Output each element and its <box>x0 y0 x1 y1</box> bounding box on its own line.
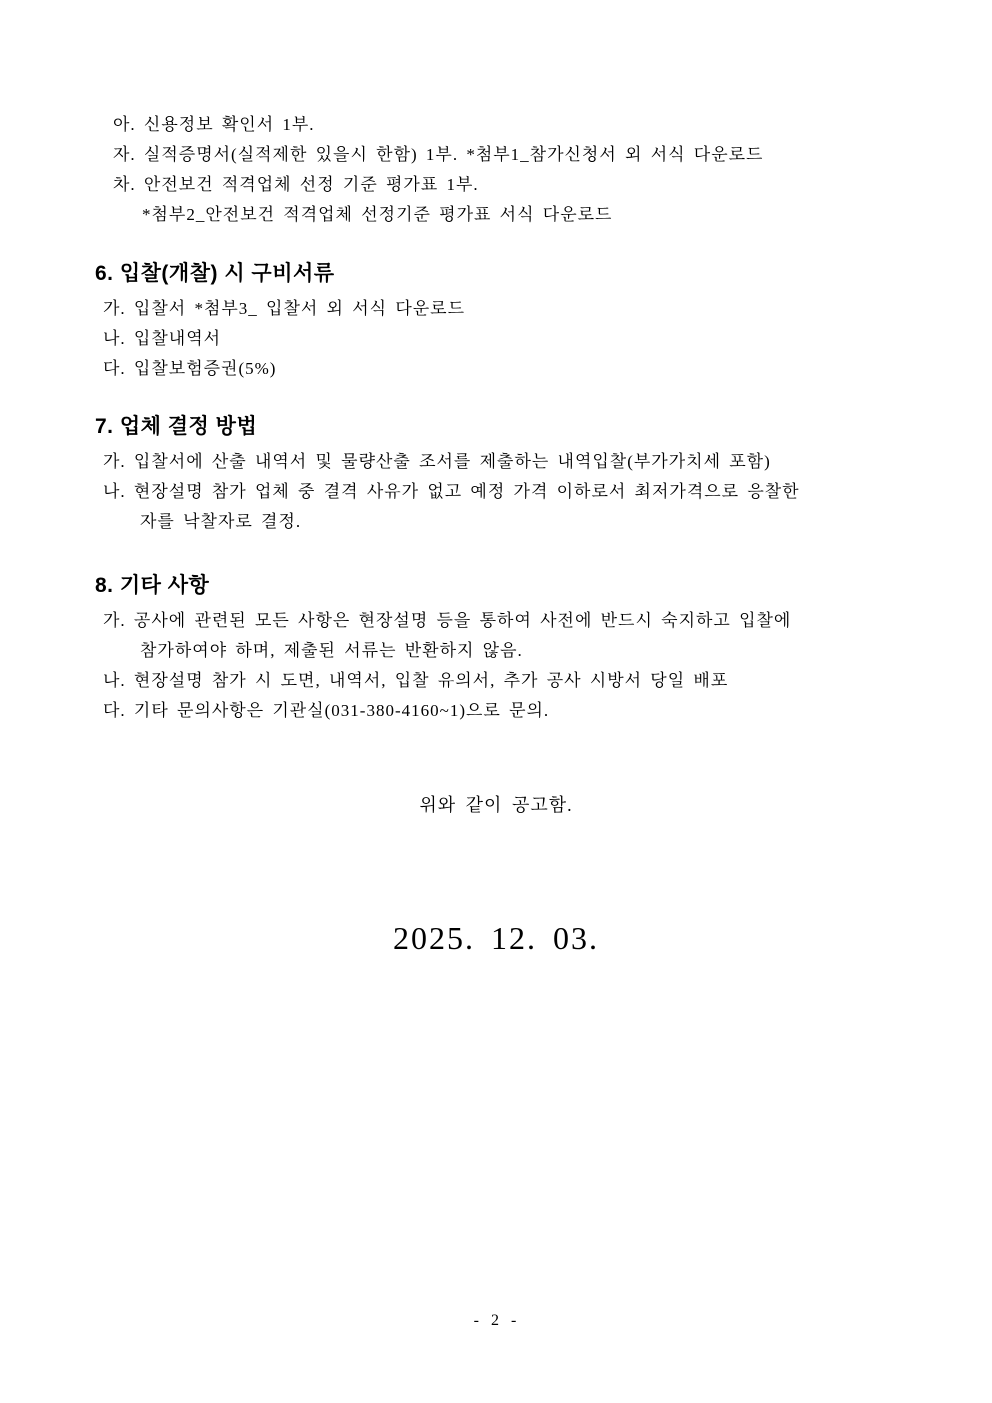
list-item-itemized-bid: 가. 입찰서에 산출 내역서 및 물량산출 조서를 제출하는 내역입찰(부가가치세 포함) <box>103 452 771 471</box>
closing-statement: 위와 같이 공고함. <box>419 795 573 815</box>
section-8-other-matters <box>95 570 791 726</box>
section-8-title: 8. 기타 사항 <box>95 574 210 597</box>
section-7-selection-method <box>95 411 800 537</box>
section-6-items <box>95 294 465 384</box>
continued-document-list <box>113 110 763 230</box>
attachment2-note: *첨부2_안전보건 적격업체 선정기준 평가표 서식 다운로드 <box>142 205 613 224</box>
list-item-site-briefing-line1: 가. 공사에 관련된 모든 사항은 현장설명 등을 통하여 사전에 반드시 숙지하고 입찰에 <box>103 611 792 630</box>
section-6-bid-documents <box>95 258 465 384</box>
list-item-contact: 다. 기타 문의사항은 기관실(031-380-4160~1)으로 문의. <box>103 701 550 720</box>
page-number: - 2 - <box>473 1312 519 1329</box>
list-item-bid-form: 가. 입찰서 *첨부3_ 입찰서 외 서식 다운로드 <box>103 299 466 318</box>
list-item-safety-eval-table: 차. 안전보건 적격업체 선정 기준 평가표 1부. <box>113 175 479 194</box>
list-item-credit-report: 아. 신용정보 확인서 1부. <box>113 115 315 134</box>
list-item-site-briefing-line2: 참가하여야 하며, 제출된 서류는 반환하지 않음. <box>140 641 523 660</box>
list-item-distribution: 나. 현장설명 참가 시 도면, 내역서, 입찰 유의서, 추가 공사 시방서 당일 배포 <box>103 671 729 690</box>
list-item-bid-statement: 나. 입찰내역서 <box>103 329 222 348</box>
list-item-bid-insurance: 다. 입찰보험증권(5%) <box>103 359 277 378</box>
section-6-title: 6. 입찰(개찰) 시 구비서류 <box>95 262 335 285</box>
announcement-date: 2025. 12. 03. <box>393 920 599 956</box>
section-8-items <box>95 606 791 726</box>
list-item-lowest-bidder-line1: 나. 현장설명 참가 업체 중 결격 사유가 없고 예정 가격 이하로서 최저가격으로 응찰한 <box>103 482 800 501</box>
list-item-performance-cert: 자. 실적증명서(실적제한 있을시 한함) 1부. *첨부1_참가신청서 외 서식 다운로드 <box>113 145 764 164</box>
section-7-title: 7. 업체 결정 방법 <box>95 415 258 438</box>
section-7-items <box>95 447 800 537</box>
list-item-lowest-bidder-line2: 자를 낙찰자로 결정. <box>140 512 302 531</box>
